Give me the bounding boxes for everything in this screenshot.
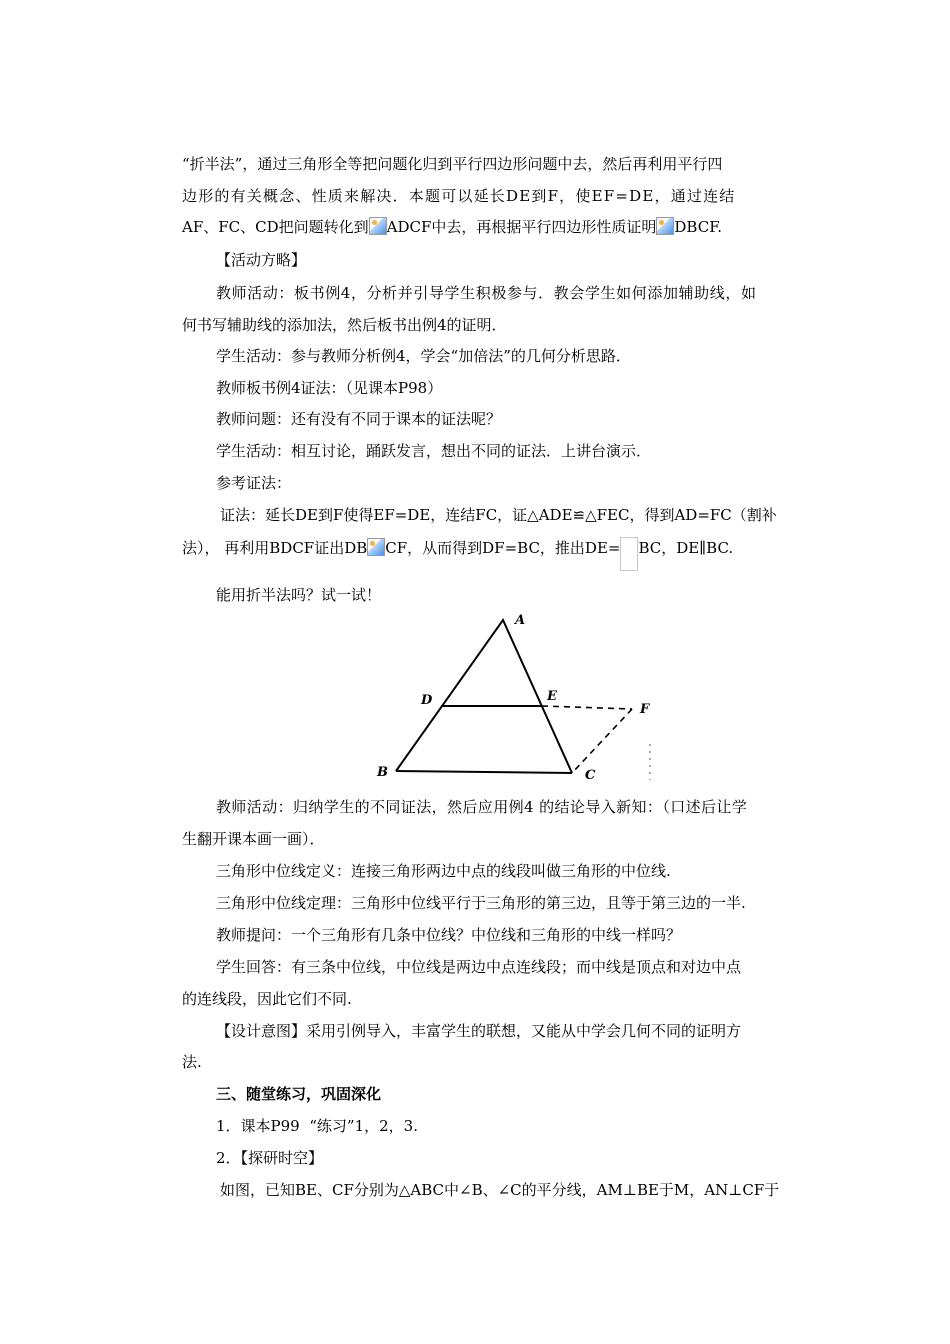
text: BC，DE∥BC. bbox=[638, 539, 734, 557]
exercise-item: 2．【探研时空】 bbox=[216, 1149, 324, 1167]
paragraph-line bbox=[182, 154, 814, 174]
paragraph-line: 学生活动：参与教师分析例4，学会“加倍法”的几何分析思路． bbox=[216, 347, 631, 365]
paragraph-line bbox=[182, 217, 722, 237]
label-f: F bbox=[640, 702, 650, 717]
paragraph-line: 教师问题：还有没有不同于课本的证法呢？ bbox=[216, 410, 502, 428]
paragraph-line bbox=[182, 537, 733, 571]
paragraph-line: 教师提问：一个三角形有几条中位线？中位线和三角形的中线一样吗？ bbox=[216, 926, 682, 944]
paragraph-line: 的连线段，因此它们不同. bbox=[182, 990, 352, 1008]
text: 法）， 再利用BDCF证出DB bbox=[182, 539, 368, 557]
exercise-item: 1．课本P99 “练习”1，2，3. bbox=[216, 1117, 418, 1135]
paragraph-line: 如图，已知BE、CF分别为△ABC中∠B、∠C的平分线，AM⊥BE于M，AN⊥CF于 bbox=[220, 1181, 780, 1199]
paragraph-line: 参考证法： bbox=[216, 474, 292, 492]
text: ADCF中去，再根据平行四边形性质证明 bbox=[386, 218, 657, 236]
paragraph-line: 三角形中位线定理：三角形中位线平行于三角形的第三边，且等于第三边的一半. bbox=[216, 894, 746, 912]
label-d: D bbox=[421, 693, 433, 708]
text: AF、FC、CD把问题转化到 bbox=[182, 218, 369, 236]
label-c: C bbox=[585, 768, 596, 783]
section-heading: 【活动方略】 bbox=[216, 251, 307, 269]
section-heading: 三、随堂练习，巩固深化 bbox=[216, 1085, 382, 1103]
triangle-midline-figure bbox=[370, 605, 660, 790]
fraction-image-icon bbox=[620, 537, 638, 571]
paragraph-line: 学生回答：有三条中位线，中位线是两边中点连线段；而中线是顶点和对边中点 bbox=[216, 958, 742, 976]
label-a: A bbox=[515, 613, 526, 628]
paragraph-line: 何书写辅助线的添加法，然后板书出例4的证明． bbox=[182, 316, 507, 334]
paragraph-line: 生翻开课本画一画）． bbox=[182, 830, 325, 848]
parallel-equal-symbol-icon bbox=[367, 538, 385, 556]
text: DBCF. bbox=[674, 218, 723, 236]
paragraph-line: 学生活动：相互讨论，踊跃发言，想出不同的证法．上讲台演示． bbox=[216, 442, 652, 460]
text: CF，从而得到DF=BC，推出DE= bbox=[385, 539, 621, 557]
paragraph-line: 法. bbox=[182, 1053, 202, 1071]
paragraph-line: 【设计意图】采用引例导入，丰富学生的联想，又能从中学会几何不同的证明方 bbox=[216, 1022, 742, 1040]
paragraph-line: 证法：延长DE到F使得EF=DE，连结FC，证△ADE≌△FEC，得到AD=FC（割补 bbox=[220, 506, 777, 524]
segment-ef-dashed bbox=[542, 706, 632, 709]
paragraph-line: 能用折半法吗？试一试！ bbox=[216, 586, 382, 604]
label-e: E bbox=[547, 689, 557, 704]
segment-fc-dashed bbox=[572, 709, 632, 773]
paragraph-line: 教师板书例4证法：（见课本P98） bbox=[216, 379, 443, 397]
paragraph-line: 边形的有关概念、性质来解决．本题可以延长DE到F，使EF=DE，通过连结 bbox=[182, 187, 736, 205]
paragraph-line: 三角形中位线定义：连接三角形两边中点的线段叫做三角形的中位线. bbox=[216, 862, 671, 880]
paragraph-line: 教师活动：板书例4，分析并引导学生积极参与．教会学生如何添加辅助线，如 bbox=[216, 284, 757, 302]
parallelogram-symbol-icon bbox=[369, 217, 387, 235]
paragraph-line: 教师活动：归纳学生的不同证法，然后应用例4 的结论导入新知：（口述后让学 bbox=[216, 798, 748, 816]
label-b: B bbox=[377, 765, 388, 780]
text: “折半法”，通过三角形全等把问题化归到平行四边形问题中去，然后再利用平行四 bbox=[182, 155, 723, 173]
segment-bc bbox=[396, 771, 572, 773]
parallelogram-symbol-icon bbox=[656, 217, 674, 235]
